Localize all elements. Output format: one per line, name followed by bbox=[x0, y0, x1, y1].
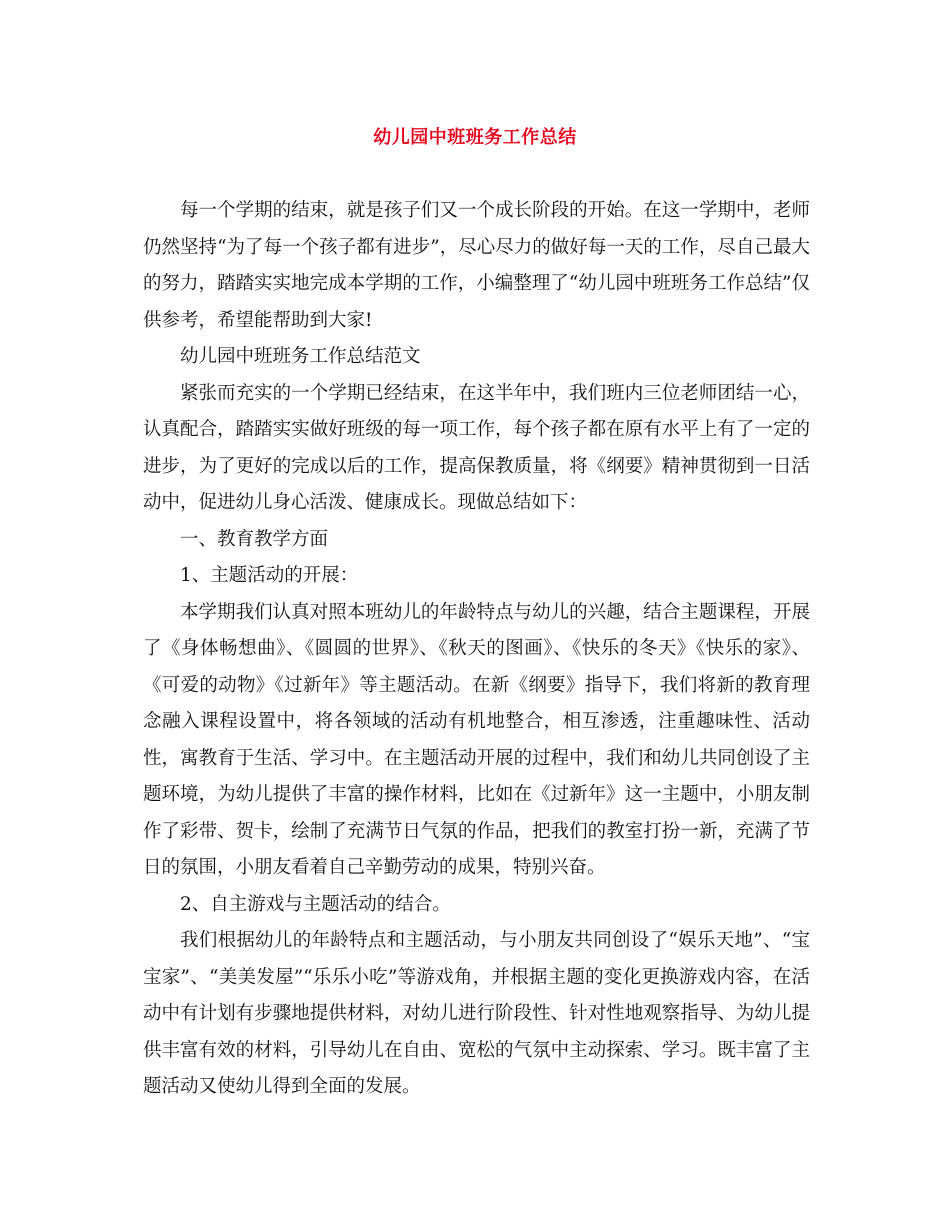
document-body bbox=[143, 193, 810, 1106]
paragraph-intro: 每一个学期的结束，就是孩子们又一个成长阶段的开始。在这一学期中，老师仍然坚持“为了每一个孩子都有进步”，尽心尽力的做好每一天的工作，尽自己最大的努力，踏踏实实地完成本学期的工作，小编整理了“幼儿园中班班务工作总结”仅供参考，希望能帮助到大家! bbox=[143, 200, 810, 331]
paragraph-overview: 紧张而充实的一个学期已经结束，在这半年中，我们班内三位老师团结一心，认真配合，踏踏实实做好班级的每一项工作，每个孩子都在原有水平上有了一定的进步，为了更好的完成以后的工作，提高保教质量，将《纲要》精神贯彻到一日活动中，促进幼儿身心活泼、健康成长。现做总结如下： bbox=[143, 382, 810, 513]
paragraph-free-play: 我们根据幼儿的年龄特点和主题活动，与小朋友共同创设了“娱乐天地”、“宝宝家”、“美美发屋”“乐乐小吃”等游戏角，并根据主题的变化更换游戏内容，在活动中有计划有步骤地提供材料，对幼儿进行阶段性、针对性地观察指导、为幼儿提供丰富有效的材料，引导幼儿在自由、宽松的气氛中主动探索、学习。既丰富了主题活动又使幼儿得到全面的发展。 bbox=[143, 930, 810, 1097]
paragraph-subtitle: 幼儿园中班班务工作总结范文 bbox=[180, 346, 421, 367]
subsection-heading-free-play: 2、自主游戏与主题活动的结合。 bbox=[180, 893, 451, 915]
paragraph-theme-activities: 本学期我们认真对照本班幼儿的年龄特点与幼儿的兴趣，结合主题课程，开展了《身体畅想曲》、《圆圆的世界》、《秋天的图画》、《快乐的冬天》《快乐的家》、《可爱的动物》《过新年》等主题活动。在新《纲要》指导下，我们将新的教育理念融入课程设置中，将各领域的活动有机地整合，相互渗透，注重趣味性、活动性，寓教育于生活、学习中。在主题活动开展的过程中，我们和幼儿共同创设了主题环境，为幼儿提供了丰富的操作材料，比如在《过新年》这一主题中，小朋友制作了彩带、贺卡，绘制了充满节日气氛的作品，把我们的教室打扮一新，充满了节日的氛围，小朋友看着自己辛勤劳动的成果，特别兴奋。 bbox=[143, 601, 810, 878]
section-heading-teaching: 一、教育教学方面 bbox=[180, 528, 329, 550]
document-title: 幼儿园中班班务工作总结 bbox=[373, 127, 577, 148]
subsection-heading-theme-activities: 1、主题活动的开展： bbox=[180, 565, 359, 586]
